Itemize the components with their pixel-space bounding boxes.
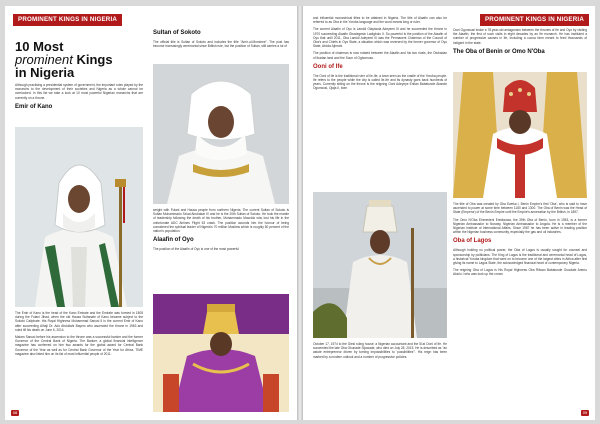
left-page (5, 6, 297, 420)
heading-oba-of-benin: The Oba of Benin or Omo N'Oba (453, 48, 545, 55)
oba-photo (453, 72, 587, 198)
right-column-2-bottom: The title of Oba was created by Oba Eweka I, Benin Empire's first 'Oba', who is said to have ascended to power at some time between 1180 and 1300. The Oba of Benin was the Head of State (Emperor) of the Benin Empire until the Empire's annexation by the British, in 1897. The Omo N'Oba Ehenedeni Erediauwa, the 39th Oba of Benin, born in 1953, is a former Nigerian Ambassador to Norway, Nigerian Ambassador to Angola. He is a member of the Nigerian Institute of International Affairs. Since 1987 he has been active in leading position within the Nigerian business community, especially the gas and oil industries. Oba of Lagos Although holding no political power, the Oba of Lagos is usually sought for counsel and sponsorship by politicians. The King of Lagos is the traditional and ceremonial head of Lagos, a historical Yoruba kingdom that went on to become one of the largest cities in Africa after first giving its name to Lagos State, the acknowledged financial heart of contemporary Nigeria. The reigning Oba of Lagos is His Royal Highness Oba Rilwan Babatunde Osuolale Aremu Akiolu I who was took up the crown (453, 202, 587, 277)
left-column-1 (15, 40, 143, 114)
heading-ooni-of-ife: Ooni of Ife (313, 63, 343, 70)
left-column-2: Sultan of Sokoto The official title is Sultan of Sokoto and includes the title "Amir-ul-Mominee". The post has become increasingly ceremonial since British rule, but the position of Sultan, still carries a lot of (153, 30, 289, 49)
left-page-number: 08 (12, 410, 18, 415)
ooni-photo (313, 192, 447, 338)
right-column-1: and influential monarchical titles to be attained in Nigeria. The title of Alaafin can also be referred to as Oba in the Yoruba language and the word means king or ruler. The current Alaafin of Oyo is Lamidi Olayiwola Adeyemi III and he succeeded the throne in 1970 succeeding Alaafin Gbadegesin Ladigbolu II. So powerful is the position of the Alaafin of Oyo that until 2011, Oba Lamidi Adeyemi III was the Permanent Chairman of the Council of Oba's and Chiefs in Oyo State, a situation which was reversed by the former governor of Oyo State, Abiola Ajimobi. The position of chairman is now rotated between the Alaafin and his two rivals, the Olubadan of Ibadan land and the Soun of Ogbomoso. Ooni of Ife The Ooni of Ife is the traditional ruler of Ile-Ife, a town seen as the cradle of the Yoruba people. Ife refers to the people while the city is called Ile-Ife and its dynasty goes back hundreds of years. Currently sitting on the throne is the reigning Ooni Adeyeye Enitan Babatunde Akande Ogunwusi, Ojaja II, born (313, 16, 447, 91)
emir-photo (15, 127, 143, 307)
right-page-number: 09 (582, 410, 588, 415)
right-page (303, 6, 595, 420)
heading-sultan-of-sokoto: Sultan of Sokoto (153, 30, 201, 36)
sultan-photo (153, 64, 289, 204)
left-column-1-bottom: The Emir of Kano is the head of the Kano Emirate and the Emirate was formed in 1805 during the Fulani Jihad, when the old Hausa Sultanate of Kano became subject to the Sokoto Caliphate. His Royal Highness Muhammad Sanusi II is the current Emir of Kano after succeeding Alhaji Dr. Ado Abdullahi Bayero who ascended the throne in 1963 and ruled till his death on June 6, 2014. Malam Sanusi before his ascension to the throne was a successful banker and the former Governor of the Central Bank of Nigeria. The Banker, a global financial intelligence magazine has conferred on him two awards for the global award for Central Bank Governor of the Year as well as for Central Bank Governor of the Year for Africa. TIME magazine also listed him on its list of most influential people of 2011. (15, 311, 143, 356)
article-title: 10 Most prominent Kings in Nigeria (15, 39, 113, 80)
right-column-1-bottom: October 17, 1974 to the Giesi ruling house; a Nigerian accountant and the 51st Ooni of Ife. He succeeded the late Oba Okunade Sijuwade, who died on July 28, 2015. He is described as "an astute entrepreneur driven by turning impossibilities to 'possibilities'". His reign has been marked by a modern outlook and a number of progressive policies. (313, 342, 447, 359)
heading-oba-of-lagos: Oba of Lagos (453, 238, 492, 245)
right-column-2: Ooni Ogunwusi broke a 78 year-old antagonism between the thrones of Ife and Oyo by visiting the Alaafin, the first of such visits in eight decades by an Ife monarch. He has instituted a number of progressive causes in Ife, including a cocoa farm meant to feed thousands of indigent in the state. The Oba of Benin or Omo N'Oba (453, 28, 587, 55)
article-intro: Although practising a presidential system of government, the important roles played by the monarchs to the development of their societies and Nigeria as a whole cannot be overlooked. In this list we take a look at 10 most powerful Nigerian monarchs that are currently on a throne. (15, 83, 143, 100)
right-banner: PROMINENT KINGS IN NIGERIA (480, 14, 589, 26)
heading-alaafin-of-oyo: Alaafin of Oyo (153, 237, 194, 244)
left-column-2-middle: weight with Fulani and Hausa people from northern Nigeria. The current Sultan of Sokoto is Sultan Muhammadu Sa'ad Abubakar IV and he is the 20th Sultan of Sokoto. He took the mantle of leadership following the death of his brother, Muhammadu Maccido who lost his life in the unfortunate ADC Airlines Flight 53 crash. The position accords him the honour of being considered the spiritual leader of Nigeria's 70 million Muslims which is roughly 50 percent of the nation's population. Alaafin of Oyo The position of the Alaafin of Oyo is one of the most powerful (153, 208, 289, 252)
left-banner: PROMINENT KINGS IN NIGERIA (13, 14, 122, 26)
alaafin-photo (153, 294, 289, 412)
heading-emir-of-kano: Emir of Kano (15, 103, 53, 110)
